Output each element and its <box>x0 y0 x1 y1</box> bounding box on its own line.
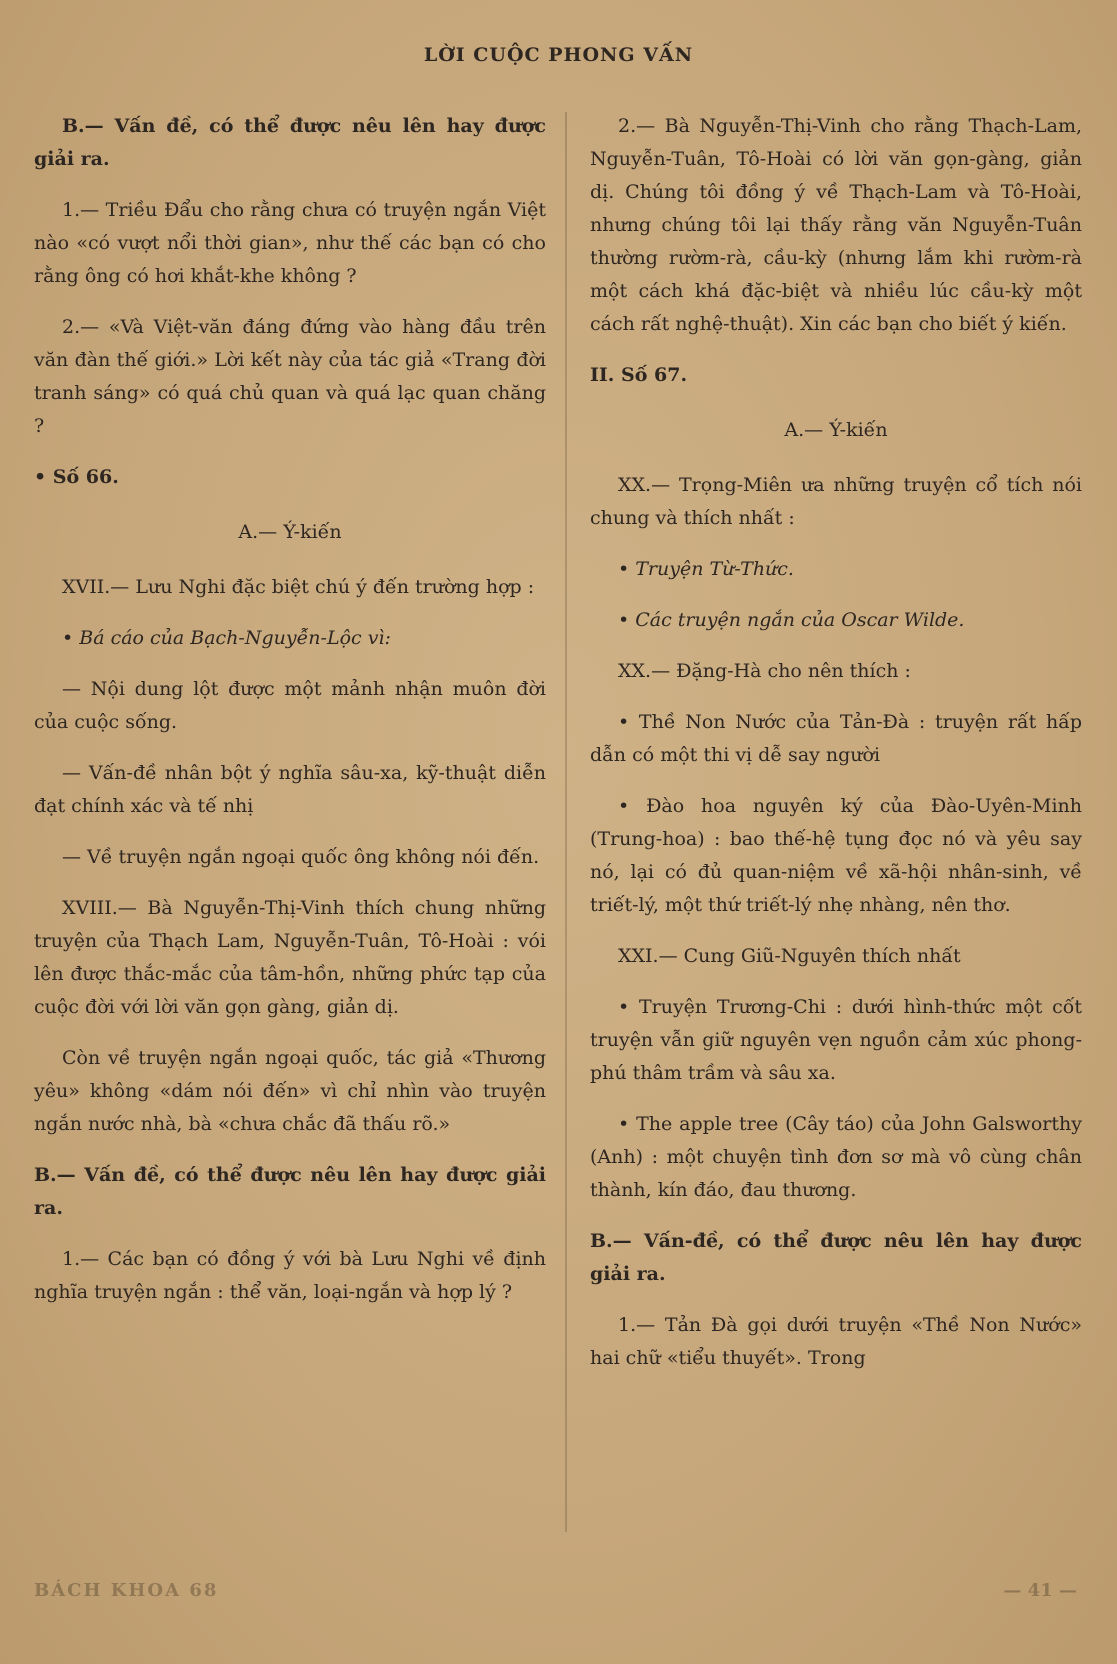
bullet-item: • Đào hoa nguyên ký của Đào-Uyên-Minh (Trung-hoa) : bao thế-hệ tụng đọc nó và yêu say nó, lại có đủ quan-niệm về xã-hội nhân-sinh, về triết-lý, một thứ triết-lý nhẹ nhàng, nên thơ. <box>590 795 1082 916</box>
paragraph: — Vấn-đề nhân bột ý nghĩa sâu-xa, kỹ-thuật diễn đạt chính xác và tế nhị <box>34 762 546 817</box>
page-header: LỜI CUỘC PHONG VẤN <box>423 44 694 66</box>
footer-magazine: BÁCH KHOA 68 <box>34 1580 219 1601</box>
footer-page-number: — 41 — <box>1003 1580 1077 1601</box>
paragraph: — Nội dung lột được một mảnh nhận muôn đời của cuộc sống. <box>34 678 546 733</box>
issue-number: II. Số 67. <box>590 364 688 386</box>
section-heading: B.— Vấn đề, có thể được nêu lên hay được giải ra. <box>34 1164 546 1219</box>
paragraph: XX.— Đặng-Hà cho nên thích : <box>618 660 911 682</box>
paragraph: 1.— Các bạn có đồng ý với bà Lưu Nghi về định nghĩa truyện ngắn : thể văn, loại-ngắn và hợp lý ? <box>34 1248 546 1303</box>
paragraph: XXI.— Cung Giũ-Nguyên thích nhất <box>618 945 961 967</box>
paragraph: XVII.— Lưu Nghi đặc biệt chú ý đến trường hợp : <box>62 576 535 598</box>
bullet-item: • Truyện Từ-Thức. <box>618 558 794 580</box>
left-column <box>34 110 546 1327</box>
section-label: A.— Ý-kiến <box>784 419 888 441</box>
bullet-item: • Các truyện ngắn của Oscar Wilde. <box>618 609 965 631</box>
paragraph: — Về truyện ngắn ngoại quốc ông không nói đến. <box>62 846 540 868</box>
bullet-item: • Bá cáo của Bạch-Nguyễn-Lộc vì: <box>62 627 391 649</box>
paragraph: Còn về truyện ngắn ngoại quốc, tác giả «Thương yêu» không «dám nói đến» vì chỉ nhìn vào truyện ngắn nước nhà, bà «chưa chắc đã thấu rõ.» <box>34 1047 546 1135</box>
paragraph: 2.— «Và Việt-văn đáng đứng vào hàng đầu trên văn đàn thế giới.» Lời kết này của tác giả «Trang đời tranh sáng» có quá chủ quan và quá lạc quan chăng ? <box>34 316 546 437</box>
bullet-item: • The apple tree (Cây táo) của John Galsworthy (Anh) : một chuyện tình đơn sơ mà vô cùng chân thành, kín đáo, đau thương. <box>590 1113 1082 1201</box>
column-divider <box>565 112 567 1532</box>
bullet-item: • Thề Non Nước của Tản-Đà : truyện rất hấp dẫn có một thi vị dễ say người <box>590 711 1082 766</box>
paragraph: XX.— Trọng-Miên ưa những truyện cổ tích nói chung và thích nhất : <box>590 474 1082 529</box>
paragraph: 1.— Tản Đà gọi dưới truyện «Thề Non Nước» hai chữ «tiểu thuyết». Trong <box>590 1314 1082 1369</box>
issue-number: • Số 66. <box>34 466 119 488</box>
bullet-item: • Truyện Trương-Chi : dưới hình-thức một cốt truyện vẫn giữ nguyên vẹn nguồn cảm xúc phong-phú thâm trầm và sâu xa. <box>590 996 1082 1084</box>
section-heading: B.— Vấn-đề, có thể được nêu lên hay được giải ra. <box>590 1230 1082 1285</box>
right-column <box>590 110 1082 1393</box>
section-heading: B.— Vấn đề, có thể được nêu lên hay được giải ra. <box>34 115 546 170</box>
paragraph: 1.— Triều Đẩu cho rằng chưa có truyện ngắn Việt nào «có vượt nổi thời gian», như thế các bạn có cho rằng ông có hơi khắt-khe không ? <box>34 199 546 287</box>
paragraph: 2.— Bà Nguyễn-Thị-Vinh cho rằng Thạch-Lam, Nguyễn-Tuân, Tô-Hoài có lời văn gọn-gàng, giản dị. Chúng tôi đồng ý về Thạch-Lam và Tô-Hoài, nhưng chúng tôi lại thấy rằng văn Nguyễn-Tuân thường rườm-rà, cầu-kỳ (nhưng lắm khi rườm-rà một cách khá đặc-biệt và nhiều lúc cầu-kỳ một cách rất nghệ-thuật). Xin các bạn cho biết ý kiến. <box>590 115 1082 335</box>
section-label: A.— Ý-kiến <box>238 521 342 543</box>
paragraph: XVIII.— Bà Nguyễn-Thị-Vinh thích chung những truyện của Thạch Lam, Nguyễn-Tuân, Tô-Hoài : vói lên được thắc-mắc của tâm-hồn, những phức tạp của cuộc đời với lời văn gọn gàng, giản dị. <box>34 897 546 1018</box>
